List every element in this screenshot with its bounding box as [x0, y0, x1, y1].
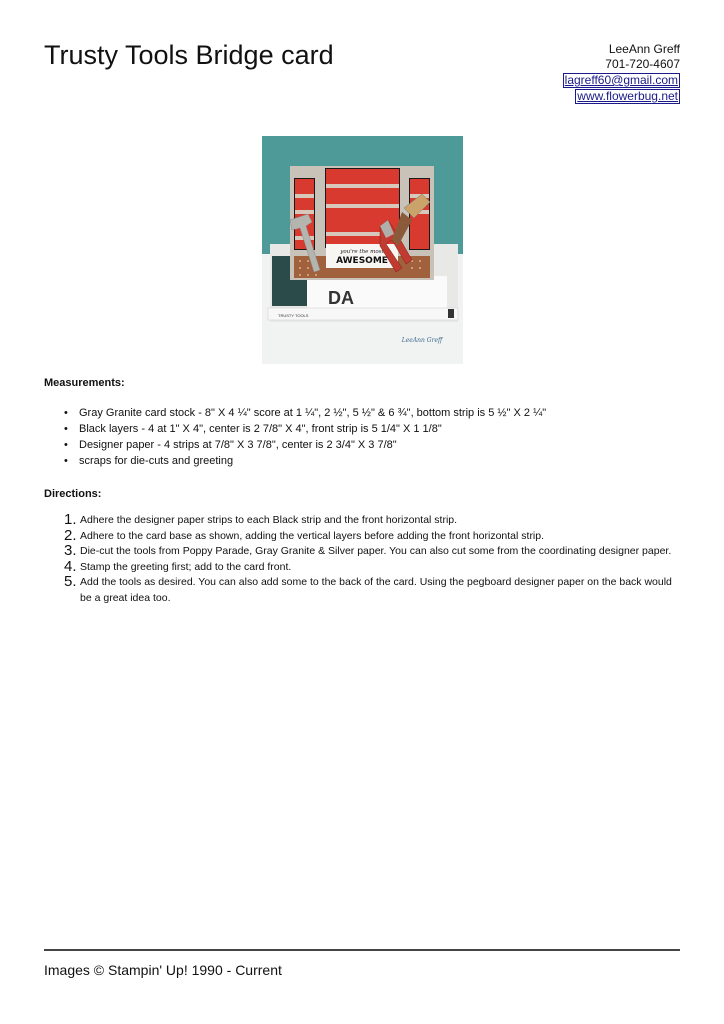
list-item: • scraps for die-cuts and greeting	[64, 455, 234, 467]
list-item: 5. Add the tools as desired. You can also add some to the back of the card. Using the pegboard designer paper on the back would be a great idea too.	[64, 573, 672, 604]
measurements-heading: Measurements:	[44, 377, 125, 389]
contact-block	[563, 42, 680, 104]
list-item: 4. Stamp the greeting first; add to the card front.	[64, 557, 292, 575]
website-link[interactable]: www.flowerbug.net	[577, 89, 678, 103]
svg-text:you're the most: you're the most	[340, 249, 384, 255]
step-number: 5.	[64, 573, 77, 590]
svg-text:DA: DA	[328, 288, 354, 308]
contact-name: LeeAnn Greff	[608, 42, 680, 56]
bullet-icon: •	[64, 407, 68, 419]
copyright-text: Images © Stampin' Up! 1990 - Current	[44, 962, 282, 978]
step-number: 2.	[64, 526, 77, 544]
svg-text:AWESOME: AWESOME	[336, 256, 388, 266]
list-item: 3. Die-cut the tools from Poppy Parade, Gray Granite & Silver paper. You can also cut some from the coordinating designer paper.	[64, 542, 672, 559]
list-item: • Designer paper - 4 strips at 7/8" X 3 7/8", center is 2 3/4" X 3 7/8"	[64, 439, 397, 451]
card-photo	[262, 136, 463, 364]
directions-heading: Directions:	[44, 488, 102, 500]
email-link[interactable]: lagreff60@gmail.com	[564, 73, 678, 87]
directions-list	[64, 513, 684, 606]
contact-phone: 701-720-4607	[605, 57, 680, 71]
bullet-icon: •	[64, 423, 68, 435]
svg-text:LeeAnn Greff: LeeAnn Greff	[401, 337, 443, 344]
step-number: 3.	[64, 542, 77, 559]
list-item: • Black layers - 4 at 1" X 4", center is 2 7/8" X 4", front strip is 5 1/4" X 1 1/8"	[64, 423, 442, 435]
page-title: Trusty Tools Bridge card	[44, 40, 334, 70]
step-number: 4.	[64, 557, 77, 575]
bullet-icon: •	[64, 439, 68, 451]
measurements-list	[62, 405, 546, 469]
svg-text:TRUSTY TOOLS: TRUSTY TOOLS	[278, 313, 309, 318]
list-item: 2. Adhere to the card base as shown, adding the vertical layers before adding the front horizontal strip.	[64, 526, 545, 544]
step-number: 1.	[64, 511, 77, 528]
bullet-icon: •	[64, 455, 68, 467]
list-item: • Gray Granite card stock - 8" X 4 ¼" score at 1 ¼", 2 ½", 5 ½" & 6 ¾", bottom strip is 5 ½" X 2 ¼"	[64, 407, 547, 419]
list-item: 1. Adhere the designer paper strips to each Black strip and the front horizontal strip.	[64, 511, 458, 528]
footer-divider	[44, 949, 680, 951]
